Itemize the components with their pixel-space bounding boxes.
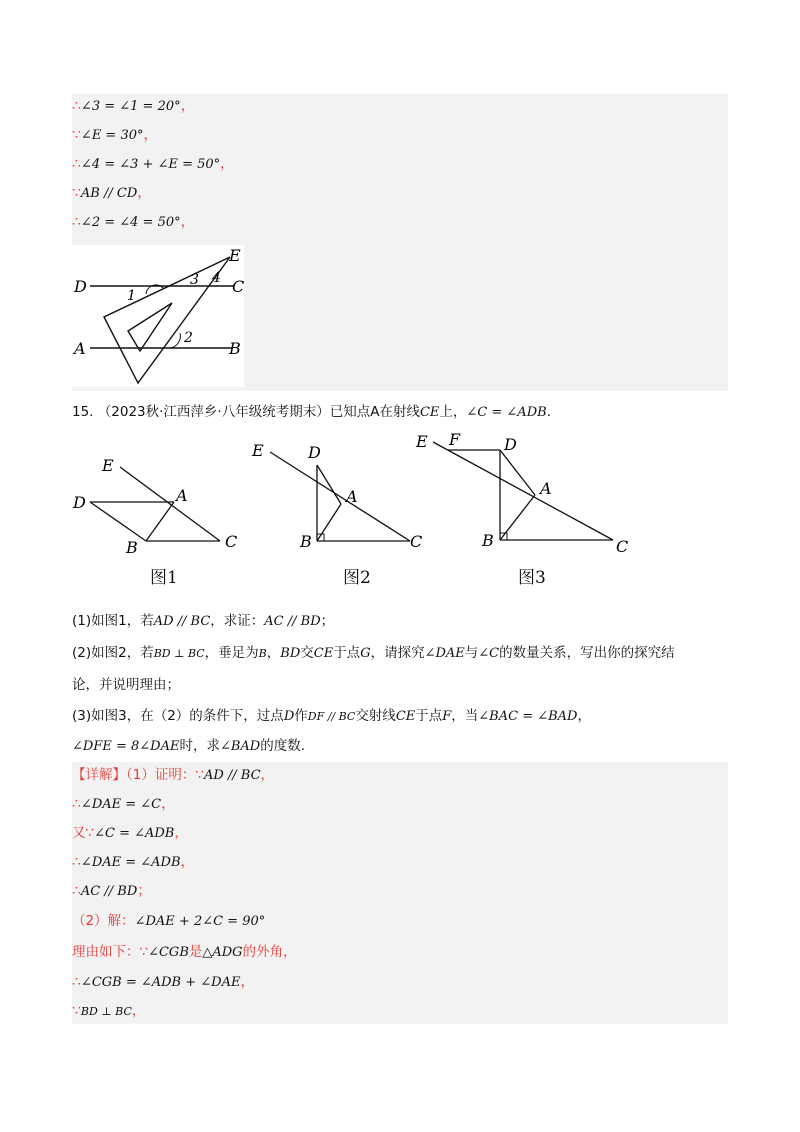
- math-expression: ∠2 = ∠4 = 50°: [80, 215, 181, 230]
- figure-3: [413, 430, 633, 555]
- question-2: (2)如图2，若BD ⊥ BC，垂足为B，BD交CE于点G，请探究∠DAE与∠C的数量关系，写出你的探究结: [72, 645, 675, 661]
- figure-label: F: [449, 430, 461, 449]
- therefore-symbol: ∴: [72, 214, 81, 230]
- question-3: (3)如图3，在（2）的条件下，过点D作DF // BC交射线CE于点F，当∠BAC = ∠BAD，: [72, 708, 591, 724]
- because-symbol: ∵: [72, 127, 81, 143]
- figure-label: C: [232, 277, 244, 296]
- figure-label: A: [176, 486, 188, 505]
- figure-label: C: [616, 537, 629, 555]
- top-solution-line-3: [72, 154, 234, 175]
- math-expression: ∠E = 30°: [80, 128, 144, 143]
- punctuation: ，: [180, 98, 195, 114]
- figure-2-caption: 图2: [343, 568, 371, 588]
- math-expression: AB // CD: [80, 186, 138, 201]
- solution-line-9: ∵BD ⊥ BC，: [72, 1003, 146, 1019]
- figure-label: E: [416, 432, 428, 451]
- therefore-symbol: ∴: [72, 98, 81, 114]
- figure-label: B: [229, 339, 241, 358]
- top-solution-line-5: [72, 212, 195, 233]
- solution-line-4: ∴∠DAE = ∠ADB，: [72, 854, 195, 870]
- because-symbol: ∵: [72, 185, 81, 201]
- angle-number: 2: [184, 330, 193, 346]
- figure-label: A: [540, 479, 552, 498]
- solution-line-7: 理由如下：∵∠CGB是△ADG的外角，: [72, 944, 297, 960]
- figure-label: B: [300, 532, 312, 551]
- solution-line-1: 【详解】（1）证明：∵AD // BC，: [72, 767, 275, 783]
- top-solution-line-4: [72, 183, 151, 204]
- math-expression: ∠4 = ∠3 + ∠E = 50°: [80, 157, 221, 172]
- top-solution-line-2: [72, 125, 158, 146]
- figure-label: E: [102, 456, 114, 475]
- top-solution-line-1: [72, 96, 195, 117]
- figure-1-caption: 图1: [150, 568, 178, 588]
- figure-3-caption: 图3: [518, 568, 546, 588]
- angle-number: 1: [127, 288, 136, 304]
- question-3-line-2: ∠DFE = 8∠DAE时，求∠BAD的度数.: [72, 738, 306, 754]
- figure-1: [70, 455, 250, 555]
- punctuation: ，: [220, 156, 235, 172]
- question-1: (1)如图1，若AD // BC，求证：AC // BD；: [72, 613, 335, 629]
- figure-label: A: [346, 487, 358, 506]
- figure-label: C: [225, 532, 238, 551]
- figure-label: E: [252, 441, 264, 460]
- figure-label: D: [504, 435, 517, 454]
- punctuation: ，: [137, 185, 152, 201]
- figure-label: D: [308, 443, 321, 462]
- figure-label: D: [74, 277, 87, 296]
- angle-number: 3: [190, 272, 199, 288]
- problem-15-stem: 15. （2023秋·江西萍乡·八年级统考期末）已知点A在射线CE上，∠C = ∠ADB.: [72, 404, 551, 420]
- figure-label: B: [482, 531, 494, 550]
- triangle-ruler-figure: [72, 245, 244, 387]
- punctuation: ，: [143, 127, 158, 143]
- angle-number: 4: [212, 270, 221, 286]
- question-2-line-2: 论，并说明理由；: [72, 677, 180, 693]
- figure-label: C: [410, 532, 423, 551]
- therefore-symbol: ∴: [72, 156, 81, 172]
- figure-2: [250, 440, 430, 555]
- figure-label: E: [229, 246, 241, 265]
- solution-line-5: ∴AC // BD；: [72, 883, 152, 899]
- figure-label: B: [126, 538, 138, 555]
- solution-line-6: （2）解：∠DAE + 2∠C = 90°: [72, 913, 266, 929]
- figure-label: D: [73, 493, 86, 512]
- figure-label: A: [74, 339, 86, 358]
- math-expression: ∠3 = ∠1 = 20°: [80, 99, 181, 114]
- punctuation: ，: [180, 214, 195, 230]
- solution-line-3: 又∵∠C = ∠ADB，: [72, 825, 188, 841]
- solution-line-8: ∴∠CGB = ∠ADB + ∠DAE，: [72, 974, 255, 990]
- solution-line-2: ∴∠DAE = ∠C，: [72, 796, 176, 812]
